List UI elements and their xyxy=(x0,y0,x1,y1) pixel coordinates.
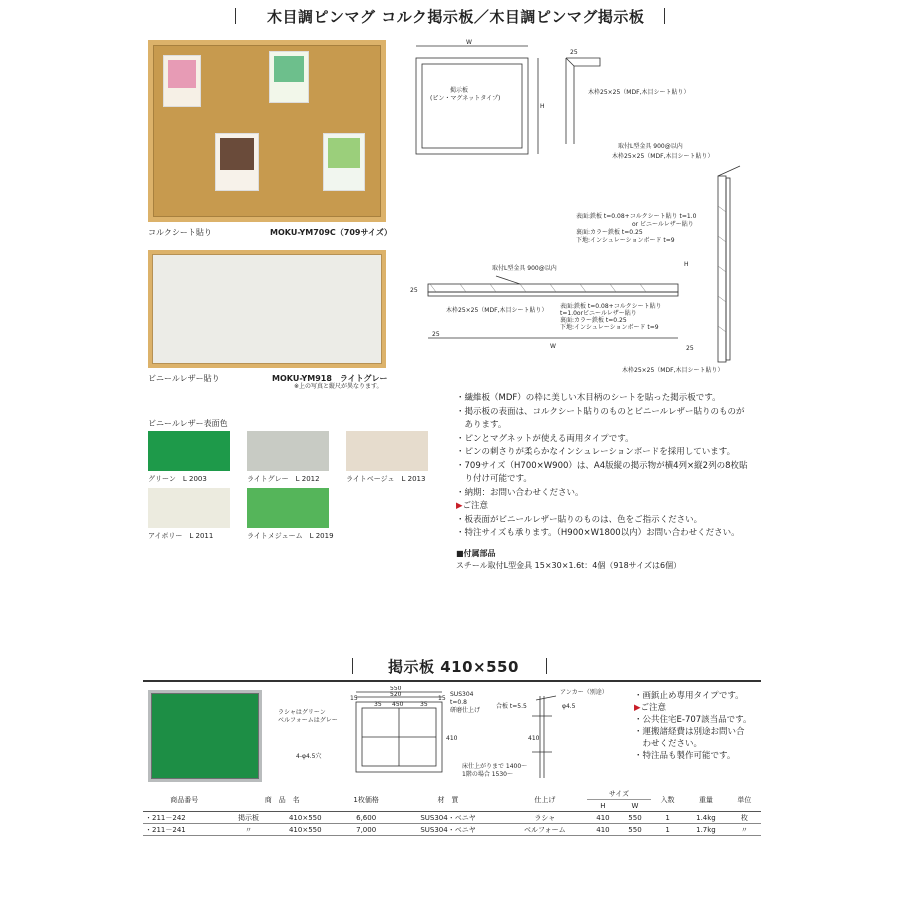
s2-note-2: ベルフォームはグレー xyxy=(278,717,338,724)
feature-5: ・ピンの刺さりが柔らかなインシュレーションボードを採用しています。 xyxy=(456,447,736,457)
cell-qty: 1 xyxy=(651,812,684,824)
dim-w-bottom: W xyxy=(550,343,556,350)
poster-3 xyxy=(215,133,259,191)
cell-code: ・211－241 xyxy=(143,824,225,836)
s2-floor-2: 1階の場合 1530～ xyxy=(462,771,513,778)
table-row xyxy=(143,812,761,824)
s2-sus: SUS304 xyxy=(450,691,474,698)
s2-feature-4: わせください。 xyxy=(634,739,703,749)
caution-arrow-icon: ▶ xyxy=(456,501,463,511)
cell-price: 7,000 xyxy=(339,824,393,836)
swatch-green xyxy=(148,431,230,471)
cell-qty: 1 xyxy=(651,824,684,836)
cork-board-photo xyxy=(148,40,386,222)
small-board-drawing xyxy=(270,686,620,786)
dim-25-left: 25 xyxy=(410,287,418,294)
feature-1: ・繊維板（MDF）の枠に美しい木目柄のシートを貼った掲示板です。 xyxy=(456,393,721,403)
swatch-label-light-gray: ライトグレー L 2012 xyxy=(247,475,320,483)
green-board-photo xyxy=(148,690,262,782)
swatch-light-beige xyxy=(346,431,428,471)
cell-name: 〃 xyxy=(225,824,271,836)
cell-material: SUS304・ベニヤ xyxy=(393,824,502,836)
cell-price: 6,600 xyxy=(339,812,393,824)
swatch-label-light-beige: ライトベージュ L 2013 xyxy=(346,475,426,483)
cell-finish: ベルフォーム xyxy=(503,824,587,836)
cell-name: 掲示板 xyxy=(225,812,271,824)
bracket-label-2: 取付L型金具 900@以内 xyxy=(492,265,557,272)
frame-label-4: 木枠25×25（MDF,木目シート貼り） xyxy=(622,367,724,374)
h-spec-4: 下地:インシュレーションボード t=9 xyxy=(560,324,659,331)
swatch-light-gray xyxy=(247,431,329,471)
s2-dim-15-right: 15 xyxy=(438,695,446,702)
s2-caution-arrow-icon: ▶ xyxy=(634,703,641,713)
cell-dim: 410×550 xyxy=(272,812,339,824)
s2-dim-35-right: 35 xyxy=(420,701,428,708)
h-spec-3: 裏面:カラー鉄板 t=0.25 xyxy=(560,317,627,324)
th-w: W xyxy=(619,800,651,812)
s2-feature-1: ・画鋲止め専用タイプです。 xyxy=(634,691,744,701)
table-row xyxy=(143,824,761,836)
feature-4: ・ピンとマグネットが使える両用タイプです。 xyxy=(456,433,634,444)
cell-h: 410 xyxy=(587,824,619,836)
swatch-label-ivory: アイボリー L 2011 xyxy=(148,532,214,540)
s2-polish: 研磨仕上げ xyxy=(450,707,481,714)
s2-anchor: アンカー（別途） xyxy=(560,689,608,696)
th-name: 商 品 名 xyxy=(225,788,339,812)
caution-heading: ▶ご注意 xyxy=(456,501,489,511)
cell-finish: ラシャ xyxy=(503,812,587,824)
dim-h-front: H xyxy=(540,103,545,110)
vinyl-board-photo xyxy=(148,250,386,368)
frame-label-1: 木枠25×25（MDF,木目シート貼り） xyxy=(588,89,690,96)
front-sub: (ピン・マグネットタイプ) xyxy=(430,95,501,102)
s2-dim-550: 550 xyxy=(390,686,402,692)
section-spec-2: or ビニールレザー貼り xyxy=(632,221,694,228)
section2-features xyxy=(634,690,751,762)
caution-2: ・特注サイズも承ります。（H900×W1800以内）お問い合わせください。 xyxy=(456,528,740,538)
th-code: 商品番号 xyxy=(143,788,225,812)
s2-thickness: t=0.8 xyxy=(450,699,467,706)
cell-weight: 1.4kg xyxy=(684,812,728,824)
th-h: H xyxy=(587,800,619,812)
poster-4 xyxy=(323,133,365,191)
front-view-outer xyxy=(416,58,528,154)
cork-caption: コルクシート貼り xyxy=(148,228,212,237)
s2-dim-35-left: 35 xyxy=(374,701,382,708)
vinyl-caption: ビニールレザー貼り xyxy=(148,374,220,383)
frame-label-3: 木枠25×25（MDF,木目シート貼り） xyxy=(446,307,548,314)
s2-floor-1: 床仕上がりまで 1400～ xyxy=(462,763,528,770)
accessory-text: スチール取付L型金具 15×30×1.6t：4個（918サイズは6個） xyxy=(456,561,682,570)
section2-rule xyxy=(143,680,761,682)
cell-unit: 〃 xyxy=(728,824,761,836)
s2-holes: 4-φ4.5穴 xyxy=(296,753,322,760)
section-spec-3: 裏面:カラー鉄板 t=0.25 xyxy=(576,229,643,236)
section2-divider-right xyxy=(546,658,547,674)
th-finish: 仕上げ xyxy=(503,788,587,812)
section-spec-1: 表面:鉄板 t=0.08+コルクシート貼り t=1.0 xyxy=(576,213,697,220)
front-view-inner xyxy=(422,64,522,148)
caution-1: ・板表面がビニールレザー貼りのものは、色をご指示ください。 xyxy=(456,514,703,525)
cell-h: 410 xyxy=(587,812,619,824)
h-spec-1: 表面:鉄板 t=0.08+コルクシート貼り xyxy=(560,303,662,310)
cell-weight: 1.7kg xyxy=(684,824,728,836)
th-weight: 重量 xyxy=(684,788,728,812)
title-divider-left xyxy=(235,8,236,24)
title-divider-right xyxy=(664,8,665,24)
vinyl-model: MOKU-YM918 ライトグレー xyxy=(272,374,388,383)
swatch-label-light-medium: ライトメジューム L 2019 xyxy=(247,532,334,540)
spec-table xyxy=(143,788,761,836)
th-qty: 入数 xyxy=(651,788,684,812)
s2-dim-15-left: 15 xyxy=(350,695,358,702)
feature-8: ・納期：お問い合わせください。 xyxy=(456,487,584,498)
poster-1 xyxy=(163,55,201,107)
feature-7: り付け可能です。 xyxy=(456,474,532,484)
swatch-title: ビニールレザー表面色 xyxy=(148,419,228,428)
s2-phi: φ4.5 xyxy=(562,703,576,710)
s2-note-1: ラシャはグリーン xyxy=(278,709,326,716)
cell-code: ・211－242 xyxy=(143,812,225,824)
cell-dim: 410×550 xyxy=(272,824,339,836)
feature-list xyxy=(456,392,747,541)
swatch-light-medium xyxy=(247,488,329,528)
frame-label-2: 木枠25×25（MDF,木目シート貼り） xyxy=(612,153,714,160)
s2-caution-heading: ▶ご注意 xyxy=(634,703,667,713)
section2-title: 掲示板 410×550 xyxy=(388,658,519,676)
cell-w: 550 xyxy=(619,812,651,824)
accessory-title: ■付属部品 xyxy=(456,549,496,558)
s2-dim-410: 410 xyxy=(446,735,458,742)
swatch-ivory xyxy=(148,488,230,528)
feature-6: ・709サイズ（H700×W900）は、A4版縦の掲示物が横4列×縦2列の8枚貼 xyxy=(456,460,748,471)
dim-25-bottom: 25 xyxy=(432,331,440,338)
s2-dim-450: 450 xyxy=(392,701,404,708)
th-size: サイズ xyxy=(587,788,651,800)
th-unit: 単位 xyxy=(728,788,761,812)
feature-3: あります。 xyxy=(456,420,507,430)
s2-feature-2: ・公共住宅E-707該当品です。 xyxy=(634,715,752,725)
th-price: 1枚価格 xyxy=(339,788,393,812)
section-spec-4: 下地:インシュレーションボード t=9 xyxy=(576,237,675,244)
h-spec-2: t=1.0orビニールレザー貼り xyxy=(560,310,637,317)
s2-feature-3: ・運搬諸経費は別途お問い合 xyxy=(634,727,745,737)
dim-25-right: 25 xyxy=(686,345,694,352)
cork-model: MOKU-YM709C（709サイズ） xyxy=(270,228,392,237)
photo-note: ※上の写真と縦尺が異なります。 xyxy=(294,383,383,390)
cell-w: 550 xyxy=(619,824,651,836)
cell-unit: 枚 xyxy=(728,812,761,824)
page-title: 木目調ピンマグ コルク掲示板／木目調ピンマグ掲示板 xyxy=(267,8,645,26)
poster-2 xyxy=(269,51,309,103)
swatch-label-green: グリーン L 2003 xyxy=(148,475,207,483)
bracket-label-1: 取付L型金具 900@以内 xyxy=(618,143,683,150)
feature-2: ・掲示板の表面は、コルクシート貼りのものとビニールレザー貼りのものが xyxy=(456,406,745,417)
board-technical-drawing xyxy=(400,36,750,386)
cell-material: SUS304・ベニヤ xyxy=(393,812,502,824)
s2-dim-520: 520 xyxy=(390,691,402,698)
front-label: 掲示板 xyxy=(450,87,469,94)
dim-w-top: W xyxy=(466,39,472,46)
s2-plywood: 合板 t=5.5 xyxy=(496,703,527,710)
th-material: 材 質 xyxy=(393,788,502,812)
section2-divider-left xyxy=(352,658,353,674)
s2-feature-5: ・特注品も製作可能です。 xyxy=(634,751,736,761)
s2-dim-410-side: 410 xyxy=(528,735,540,742)
table-header-row xyxy=(143,788,761,800)
dim-h-section: H xyxy=(684,261,689,268)
dim-25-corner: 25 xyxy=(570,49,578,56)
